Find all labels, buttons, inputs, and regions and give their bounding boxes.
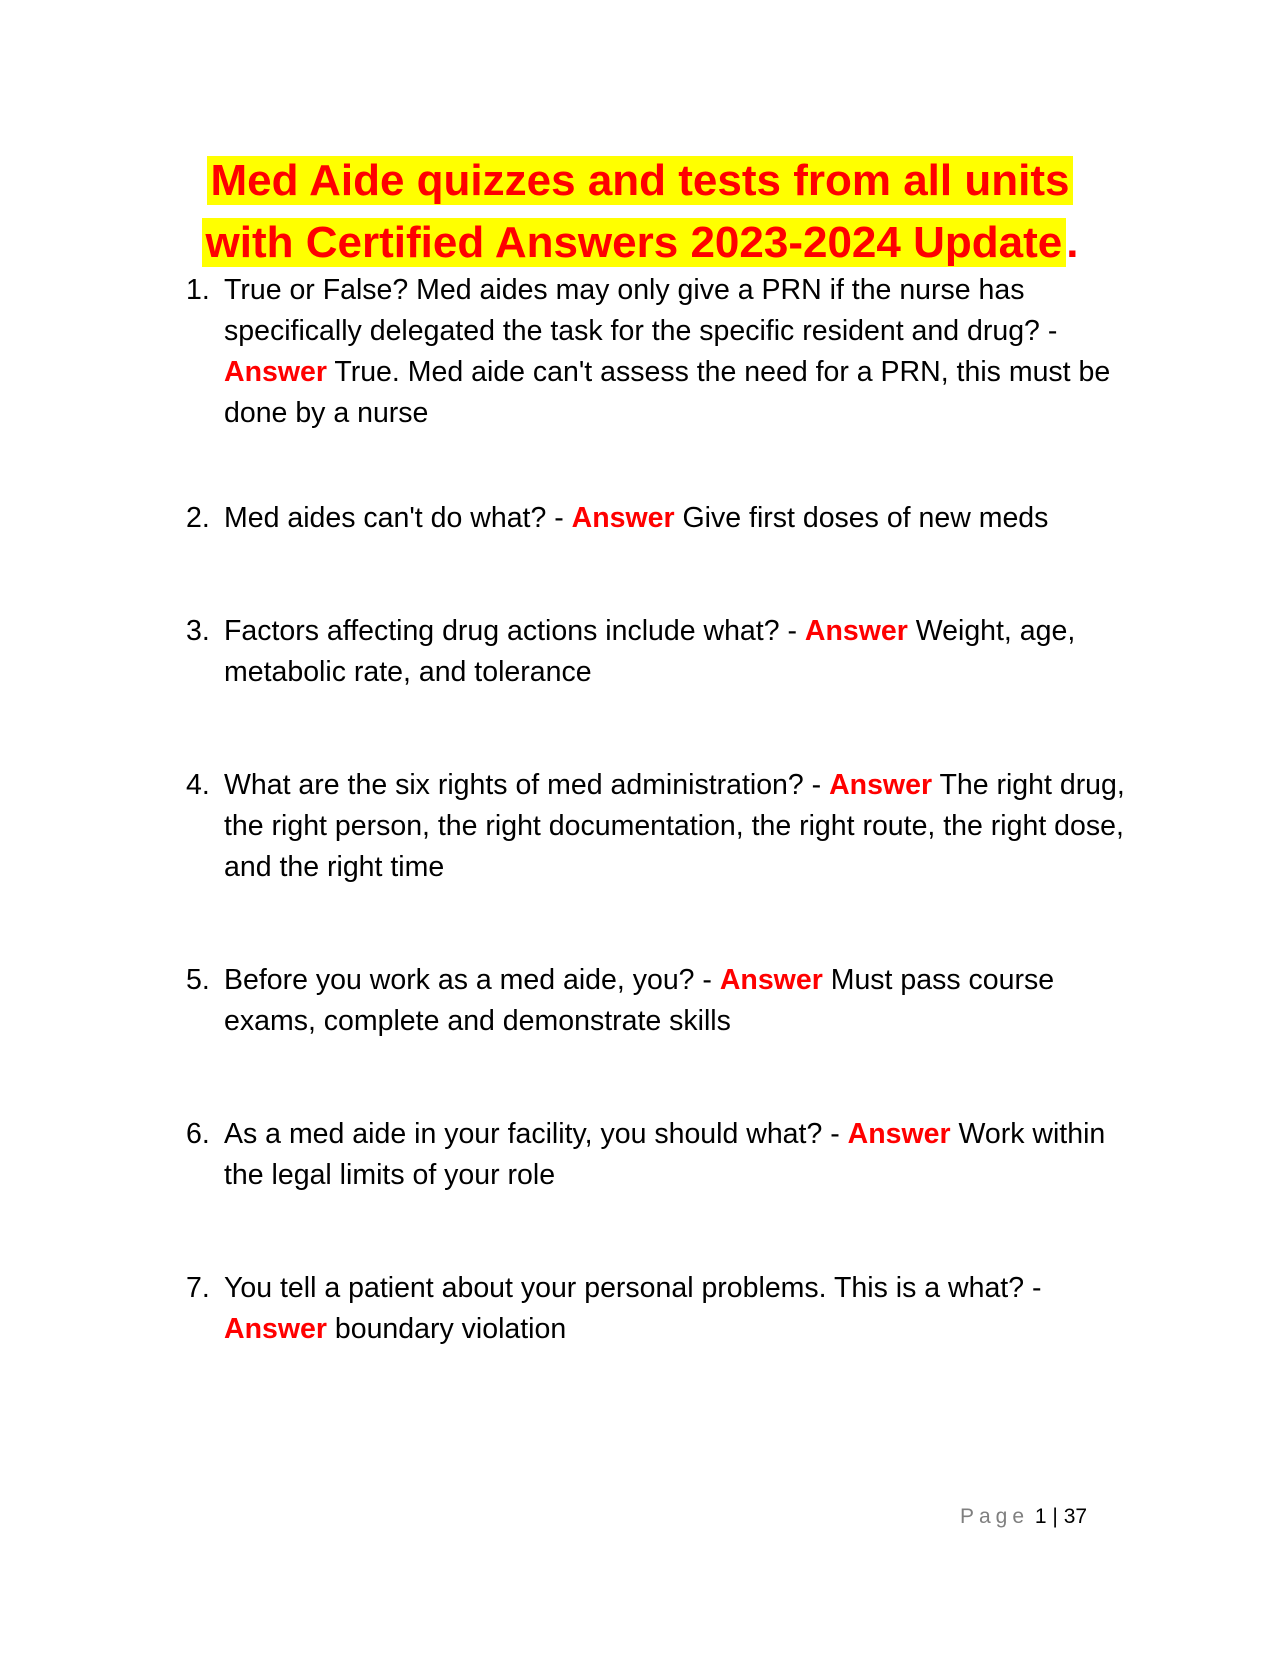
question-text: Before you work as a med aide, you? - [224, 964, 720, 996]
question-item-1 [180, 270, 1130, 434]
total-pages: 37 [1063, 1505, 1088, 1528]
question-item-6 [180, 1114, 1130, 1196]
answer-text: boundary violation [326, 1313, 567, 1345]
question-number: 2. [186, 502, 210, 534]
answer-text: Give first doses of new meds [674, 502, 1049, 534]
question-text: Med aides can't do what? - [224, 502, 572, 534]
answer-text: Weight, age, metabolic rate, and tolerance [224, 615, 1076, 688]
question-number: 4. [186, 769, 210, 801]
question-text: You tell a patient about your personal problems. This is a what? - [224, 1272, 1042, 1304]
answer-label: Answer [829, 769, 933, 801]
question-item-4 [180, 765, 1130, 888]
answer-label: Answer [571, 502, 675, 534]
question-number: 5. [186, 964, 210, 996]
question-text: What are the six rights of med administration? - [224, 769, 830, 801]
answer-text: Must pass course exams, complete and demonstrate skills [224, 964, 1055, 1037]
question-text: True or False? Med aides may only give a PRN if the nurse has specifically delegated the task for the specific resident and drug? - [224, 274, 1058, 347]
answer-label: Answer [224, 356, 327, 388]
question-item-3 [180, 611, 1130, 693]
question-text: Factors affecting drug actions include what? - [224, 615, 805, 647]
title-line-2: with Certified Answers 2023-2024 Update [202, 218, 1067, 267]
answer-text: The right drug, the right person, the right documentation, the right route, the right dose, and the right time [224, 769, 1125, 883]
question-text: As a med aide in your facility, you should what? - [224, 1118, 848, 1150]
page-footer [960, 1505, 1087, 1529]
answer-label: Answer [847, 1118, 951, 1150]
question-item-5 [180, 960, 1130, 1042]
answer-text: True. Med aide can't assess the need for a PRN, this must be done by a nurse [224, 356, 1111, 429]
page-label: Page [960, 1505, 1030, 1528]
answer-text: Work within the legal limits of your role [224, 1118, 1106, 1191]
question-number: 7. [186, 1272, 210, 1304]
question-number: 6. [186, 1118, 210, 1150]
question-item-7 [180, 1268, 1130, 1350]
question-item-2 [180, 498, 1130, 539]
question-list [180, 270, 1130, 1350]
answer-label: Answer [719, 964, 823, 996]
question-number: 3. [186, 615, 210, 647]
current-page-number: 1 [1034, 1505, 1047, 1528]
answer-label: Answer [804, 615, 908, 647]
question-number: 1. [186, 274, 210, 306]
answer-label: Answer [224, 1313, 327, 1345]
page-separator: | [1052, 1505, 1058, 1528]
document-title [180, 150, 1100, 274]
title-period: . [1066, 218, 1079, 267]
title-line-1: Med Aide quizzes and tests from all units [207, 156, 1074, 205]
